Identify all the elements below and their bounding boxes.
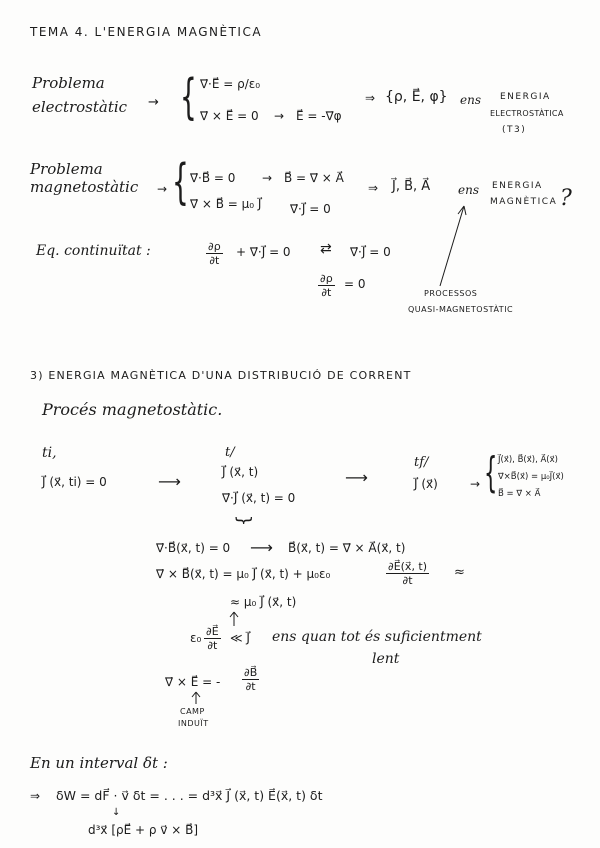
arrow-right-icon: →: [470, 477, 481, 491]
continuity-rest: + ∇⃗·J⃗ = 0: [236, 245, 291, 259]
condition-suffix: ≪ J⃗: [230, 631, 250, 645]
section-heading: 3) ENERGIA MAGNÈTICA D'UNA DISTRIBUCIÓ DE CORRENT: [30, 369, 412, 382]
curl-e-zero: ∇⃗ × E⃗ = 0: [200, 109, 259, 123]
induced-field-label-1: CAMP: [180, 707, 205, 716]
condition-text: ens quan tot és suficientment: [272, 629, 482, 645]
left-brace-icon: {: [180, 69, 197, 125]
long-arrow-icon: ⟶: [345, 468, 368, 487]
potential-eq: E⃗ = -∇⃗φ: [296, 109, 342, 123]
implies-icon: ⇒: [30, 789, 41, 803]
continuity-label: Eq. continuïtat :: [36, 243, 151, 259]
long-arrow-icon: ⟶: [158, 472, 181, 491]
ampere-maxwell-law: ∇⃗ × B⃗(x⃗, t) = μ₀ J⃗ (x⃗, t) + μ₀ε₀: [156, 567, 331, 581]
intermediate-current: J⃗ (x⃗, t): [222, 465, 259, 479]
final-ampere: ∇⃗×B⃗(x⃗) = μ₀J⃗(x⃗): [498, 472, 564, 482]
induced-field-label-2: INDUÏT: [178, 719, 209, 728]
ampere-law: ∇⃗ × B⃗ = μ₀ J⃗: [190, 197, 262, 211]
down-brace-icon: {: [233, 514, 255, 527]
initial-time-label: ti,: [42, 445, 57, 461]
fraction-denominator: ∂t: [402, 574, 413, 588]
b-curl-a-time: B⃗(x⃗, t) = ∇⃗ × A⃗(x⃗, t): [288, 541, 406, 555]
magnetostatic-result: J⃗, B⃗, A⃗: [392, 179, 431, 194]
fraction-denominator: ∂t: [321, 286, 332, 300]
fraction-numerator: ∂ρ: [320, 272, 333, 285]
magnetostatic-label-2: magnetostàtic: [30, 178, 139, 196]
leads-to-label: ens: [460, 93, 481, 107]
processes-arrow: [440, 206, 464, 286]
energy-word: ENERGIA: [492, 181, 543, 191]
intermediate-time-label: t/: [225, 445, 235, 460]
fraction-denominator: ∂t: [207, 639, 218, 653]
electrostatic-word: ELECTROSTÀTICA: [490, 109, 564, 118]
arrow-right-icon: →: [262, 171, 273, 185]
electrostatic-label-1: Problema: [32, 74, 105, 92]
interval-label: En un interval δt :: [30, 754, 168, 772]
arrow-right-icon: →: [148, 95, 159, 110]
condition-prefix: ε₀: [190, 631, 202, 645]
fraction-denominator: ∂t: [245, 680, 256, 694]
final-current: J⃗ (x⃗): [414, 477, 438, 491]
lorentz-force-expansion: d³x⃗ [ρE⃗ + ρ v⃗ × B⃗]: [88, 823, 199, 837]
intermediate-div-j: ∇⃗·J⃗ (x⃗, t) = 0: [222, 491, 296, 505]
fraction-numerator: ∂E⃗: [206, 625, 219, 638]
condition-text-2: lent: [372, 651, 400, 667]
quasi-magnetostatic-label: QUASI-MAGNETOSTÀTIC: [408, 305, 514, 314]
div-j-zero: ∇⃗·J⃗ = 0: [290, 202, 331, 216]
arrow-right-icon: →: [157, 182, 168, 196]
work-equation: δW = dF⃗ · v⃗ δt = . . . = d³x⃗ J⃗ (x⃗, t) E⃗(x⃗, t) δt: [56, 788, 323, 803]
gauss-law: ∇⃗·E⃗ = ρ/ε₀: [200, 77, 261, 91]
fraction-denominator: ∂t: [209, 254, 220, 268]
final-time-label: tf/: [414, 455, 429, 470]
approx-icon: ≈: [454, 565, 465, 580]
down-arrow-icon: ↓: [112, 807, 121, 818]
quasi-static-approx: ≈ μ₀ J⃗ (x⃗, t): [230, 595, 297, 609]
question-mark: ?: [560, 186, 572, 211]
vector-potential-eq: B⃗ = ∇⃗ × A⃗: [284, 171, 344, 185]
fraction-numerator: ∂ρ: [208, 240, 221, 253]
fraction-numerator: ∂E⃗(x⃗, t): [388, 560, 428, 573]
left-brace-icon: {: [172, 154, 189, 210]
electrostatic-label-2: electrostàtic: [32, 98, 128, 116]
fraction-numerator: ∂B⃗: [244, 666, 258, 679]
arrow-right-icon: →: [274, 109, 285, 123]
electrostatic-result: {ρ, E⃗, φ}: [385, 89, 448, 105]
long-arrow-icon: ⟶: [250, 538, 273, 557]
div-b-zero: ∇⃗·B⃗ = 0: [190, 171, 236, 185]
process-title: Procés magnetostàtic.: [42, 400, 223, 419]
processes-label: PROCESSOS: [424, 289, 478, 298]
equals-zero: = 0: [344, 277, 366, 291]
page-title: TEMA 4. L'ENERGIA MAGNÈTICA: [30, 25, 263, 39]
chapter-ref: (T3): [502, 125, 527, 135]
div-j-zero-result: ∇⃗·J⃗ = 0: [350, 245, 391, 259]
energy-word: ENERGIA: [500, 92, 551, 102]
faraday-law: ∇⃗ × E⃗ = -: [165, 675, 221, 689]
implies-icon: ⇒: [368, 181, 379, 195]
left-brace-icon: {: [484, 448, 498, 497]
magnetic-word: MAGNÈTICA: [490, 197, 558, 207]
final-fields-list: J⃗(x⃗), B⃗(x⃗), A⃗(x⃗): [498, 455, 558, 465]
div-b-time: ∇⃗·B⃗(x⃗, t) = 0: [156, 541, 231, 555]
final-potential: B⃗ = ∇⃗ × A⃗: [498, 489, 541, 499]
initial-current: J⃗ (x⃗, ti) = 0: [42, 475, 107, 489]
magnetostatic-label-1: Problema: [30, 160, 103, 178]
implies-icon: ⇒: [365, 91, 376, 105]
leads-to-label: ens: [458, 183, 479, 197]
equivalence-icon: ⇄: [320, 241, 332, 257]
